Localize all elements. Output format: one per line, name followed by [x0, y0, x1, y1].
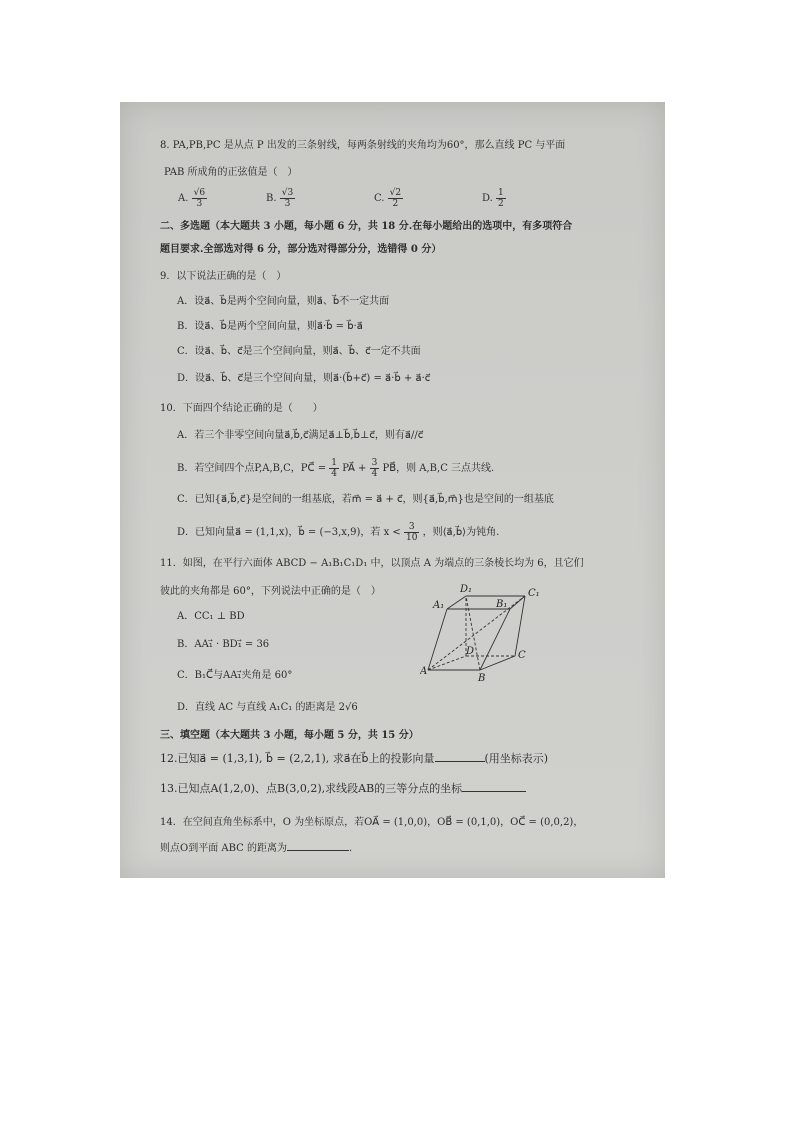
label-c: C: [518, 650, 526, 661]
q10-option-b: B．若空间四个点P,A,B,C，PC⃗ = $\frac{1}{4}$ PA⃗ + $\frac{3}{4}$ PB⃗，则 A,B,C 三点共线.: [177, 458, 495, 479]
q14-line1: 14．在空间直角坐标系中，O 为坐标原点，若OA⃗ = (1,0,0)，OB⃗ = (0,1,0)，OC⃗ = (0,0,2)，: [160, 817, 584, 828]
section2-heading-line1: 二、多选题（本大题共 3 小题，每小题 6 分，共 18 分.在每小题给出的选项中，有多项符合: [160, 221, 573, 232]
q13: 13.已知点A(1,2,0)、点B(3,0,2),求线段AB的三等分点的坐标: [160, 782, 526, 795]
parallelepiped-figure: [420, 582, 550, 682]
section2-heading-line2: 题目要求.全部选对得 6 分，部分选对得部分分，选错得 0 分）: [160, 244, 442, 255]
label-d: D: [466, 646, 475, 657]
q8-option-c: C. $\frac{√2}{2}$: [374, 188, 402, 209]
q9-option-b: B．设a⃗、b⃗是两个空间向量，则a⃗·b⃗ = b⃗·a⃗: [177, 321, 363, 332]
label-a: A: [420, 666, 428, 677]
exam-photo: [120, 102, 665, 878]
q10-option-a: A．若三个非零空间向量a⃗,b⃗,c⃗满足a⃗⊥b⃗,b⃗⊥c⃗，则有a⃗//c⃗: [177, 430, 424, 441]
q11-option-d: D．直线 AC 与直线 A₁C₁ 的距离是 2√6: [177, 702, 358, 713]
q11-option-c: C．B₁C⃗与AA₁⃗夹角是 60°: [177, 670, 293, 681]
q11-option-b: B．AA₁⃗ · BD₁⃗ = 36: [177, 639, 270, 650]
q11-option-a: A．CC₁ ⊥ BD: [177, 611, 245, 622]
q10-option-c: C．已知{a⃗,b⃗,c⃗}是空间的一组基底，若m⃗ = a⃗ + c⃗，则{a⃗,b⃗,m⃗}也是空间的一组基底: [177, 494, 554, 505]
label-b1: B₁: [496, 599, 508, 610]
q8-stem-line2: PAB 所成角的正弦值是（ ）: [164, 167, 298, 178]
q8-option-d: D. $\frac{1}{2}$: [482, 188, 504, 209]
label-a1: A₁: [433, 600, 445, 611]
q9-option-c: C．设a⃗、b⃗、c⃗是三个空间向量，则a⃗、b⃗、c⃗一定不共面: [177, 346, 421, 357]
q8-option-b: B. $\frac{√3}{3}$: [266, 188, 294, 209]
q9-stem: 9．以下说法正确的是（ ）: [160, 271, 287, 282]
label-b: B: [478, 673, 486, 682]
section3-heading: 三、填空题（本大题共 3 小题，每小题 5 分，共 15 分）: [160, 730, 419, 741]
q11-stem-line1: 11．如图，在平行六面体 ABCD − A₁B₁C₁D₁ 中，以顶点 A 为端点的三条棱长均为 6，且它们: [160, 558, 584, 569]
label-c1: C₁: [528, 588, 540, 599]
q8-option-a: A. $\frac{√6}{3}$: [178, 188, 206, 209]
q8-stem-line1: 8. PA,PB,PC 是从点 P 出发的三条射线，每两条射线的夹角均为60°，那么直线 PC 与平面: [160, 140, 566, 151]
q12: 12.已知a⃗ = (1,3,1), b⃗ = (2,2,1), 求a⃗在b⃗上的投影向量 (用坐标表示): [160, 752, 549, 765]
q9-option-d: D．设a⃗、b⃗、c⃗是三个空间向量，则a⃗·(b⃗+c⃗) = a⃗·b⃗ + a⃗·c⃗: [177, 373, 431, 384]
label-d1: D₁: [460, 584, 473, 595]
q14-line2: 则点O到平面 ABC 的距离为 .: [160, 843, 353, 854]
q10-option-d: D．已知向量a⃗ = (1,1,x)，b⃗ = (−3,x,9)，若 x < $\frac{3}{10}$ ，则⟨a⃗,b⃗⟩为钝角.: [177, 522, 500, 543]
q11-stem-line2: 彼此的夹角都是 60°，下列说法中正确的是（ ）: [160, 586, 381, 597]
q10-stem: 10．下面四个结论正确的是（ ）: [160, 403, 323, 414]
q9-option-a: A．设a⃗、b⃗是两个空间向量，则a⃗、b⃗不一定共面: [177, 296, 390, 307]
